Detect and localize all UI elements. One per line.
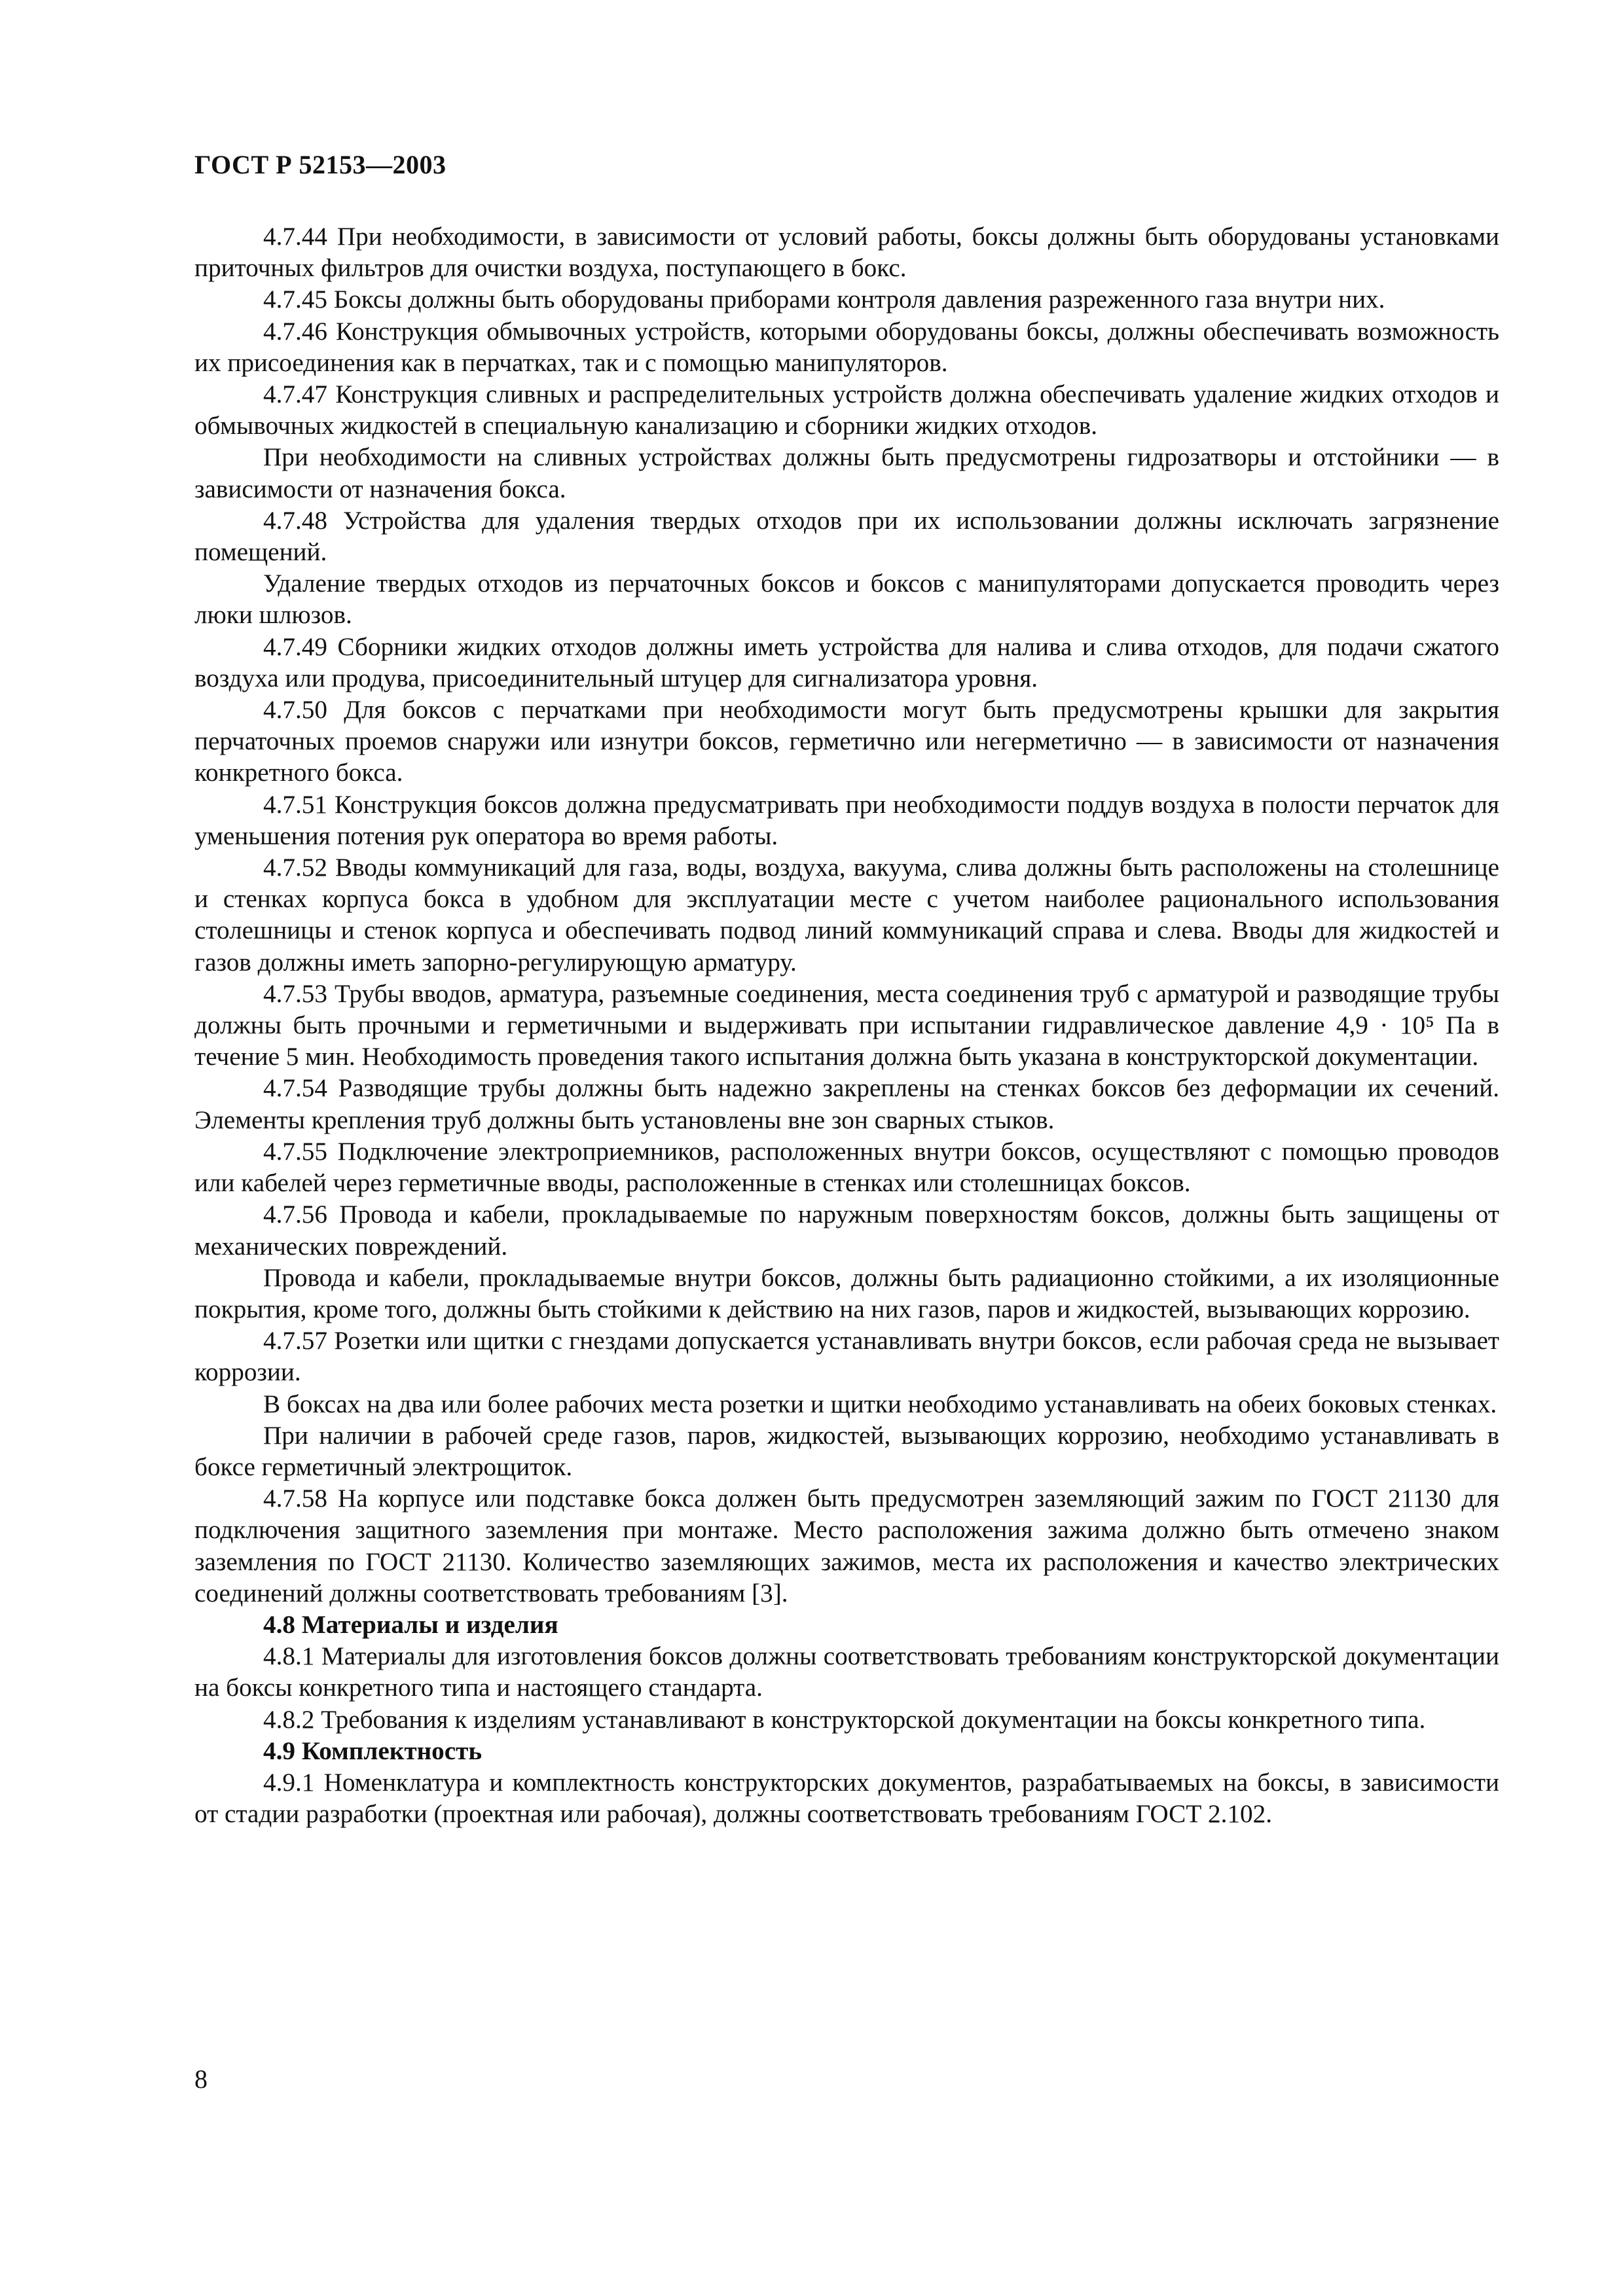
paragraph-4-7-44: 4.7.44 При необходимости, в зависимости от условий работы, боксы должны быть оборудованы установками приточных фильтров для очистки воздуха, поступающего в бокс. [194, 223, 1499, 283]
paragraph-4-7-54: 4.7.54 Разводящие трубы должны быть надежно закреплены на стенках боксов без деформации их сечений. Элементы крепления труб должны быть установлены вне зон сварных стыков. [194, 1074, 1499, 1134]
paragraph-4-7-57-continued-2: При наличии в рабочей среде газов, паров, жидкостей, вызывающих коррозию, необходимо устанавливать в боксе герметичный электрощиток. [194, 1421, 1499, 1481]
document-page [194, 149, 1499, 1830]
paragraph-4-7-55: 4.7.55 Подключение электроприемников, расположенных внутри боксов, осуществляют с помощью проводов или кабелей через герметичные вводы, расположенные в стенках или столешницах боксов. [194, 1137, 1499, 1198]
paragraph-4-9-1: 4.9.1 Номенклатура и комплектность конструкторских документов, разрабатываемых на боксы, в зависимости от стадии разработки (проектная или рабочая), должны соответствовать требованиям ГОСТ 2.102. [194, 1768, 1499, 1829]
section-heading-4-9: 4.9 Комплектность [263, 1736, 483, 1765]
section-heading-4-8: 4.8 Материалы и изделия [263, 1610, 558, 1639]
paragraph-4-7-47-continued: При необходимости на сливных устройствах должны быть предусмотрены гидрозатворы и отстойники — в зависимости от назначения бокса. [194, 443, 1499, 503]
paragraph-4-7-58: 4.7.58 На корпусе или подставке бокса должен быть предусмотрен заземляющий зажим по ГОСТ 21130 для подключения защитного заземления при монтаже. Место расположения зажима должно быть отмечено знаком заземления по ГОСТ 21130. Количество заземляющих зажимов, места их расположения и качество электрических соединений должны соответствовать требованиям [3]. [194, 1484, 1499, 1607]
paragraph-4-7-51: 4.7.51 Конструкция боксов должна предусматривать при необходимости поддув воздуха в полости перчаток для уменьшения потения рук оператора во время работы. [194, 790, 1499, 850]
paragraph-4-7-56: 4.7.56 Провода и кабели, прокладываемые по наружным поверхностям боксов, должны быть защищены от механических повреждений. [194, 1200, 1499, 1261]
paragraph-4-8-2: 4.8.2 Требования к изделиям устанавливают в конструкторской документации на боксы конкретного типа. [263, 1705, 1426, 1734]
paragraph-4-7-57: 4.7.57 Розетки или щитки с гнездами допускается устанавливать внутри боксов, если рабочая среда не вызывает коррозии. [194, 1327, 1499, 1387]
paragraph-4-7-53: 4.7.53 Трубы вводов, арматура, разъемные соединения, места соединения труб с арматурой и разводящие трубы должны быть прочными и герметичными и выдерживать при испытании гидравлическое давление 4,9 · 10⁵ Па в течение 5 мин. Необходимость проведения такого испытания должна быть указана в конструкторской документации. [194, 979, 1499, 1071]
document-header: ГОСТ Р 52153—2003 [194, 150, 447, 179]
paragraph-4-7-45: 4.7.45 Боксы должны быть оборудованы приборами контроля давления разреженного газа внутри них. [263, 285, 1385, 314]
paragraph-4-8-1: 4.8.1 Материалы для изготовления боксов должны соответствовать требованиям конструкторской документации на боксы конкретного типа и настоящего стандарта. [194, 1642, 1499, 1702]
page-number: 8 [194, 2064, 208, 2094]
paragraph-4-7-52: 4.7.52 Вводы коммуникаций для газа, воды, воздуха, вакуума, слива должны быть расположены на столешнице и стенках корпуса бокса в удобном для эксплуатации месте с учетом наиболее рационального использования столешницы и стенок корпуса и обеспечивать подвод линий коммуникаций справа и слева. Вводы для жидкостей и газов должны иметь запорно-регулирующую арматуру. [194, 853, 1499, 977]
paragraph-4-7-47: 4.7.47 Конструкция сливных и распределительных устройств должна обеспечивать удаление жидких отходов и обмывочных жидкостей в специальную канализацию и сборники жидких отходов. [194, 380, 1499, 440]
paragraph-4-7-50: 4.7.50 Для боксов с перчатками при необходимости могут быть предусмотрены крышки для закрытия перчаточных проемов снаружи или изнутри боксов, герметично или негерметично — в зависимости от назначения конкретного бокса. [194, 696, 1499, 787]
paragraph-4-7-48-continued: Удаление твердых отходов из перчаточных боксов и боксов с манипуляторами допускается проводить через люки шлюзов. [194, 569, 1499, 630]
paragraph-4-7-48: 4.7.48 Устройства для удаления твердых отходов при их использовании должны исключать загрязнение помещений. [194, 506, 1499, 567]
paragraph-4-7-56-continued: Провода и кабели, прокладываемые внутри боксов, должны быть радиационно стойкими, а их изоляционные покрытия, кроме того, должны быть стойкими к действию на них газов, паров и жидкостей, вызывающих коррозию. [194, 1263, 1499, 1323]
paragraph-4-7-57-continued-1: В боксах на два или более рабочих места розетки и щитки необходимо устанавливать на обеих боковых стенках. [263, 1390, 1497, 1418]
body-text [194, 221, 1499, 1830]
paragraph-4-7-49: 4.7.49 Сборники жидких отходов должны иметь устройства для налива и слива отходов, для подачи сжатого воздуха или продува, присоединительный штуцер для сигнализатора уровня. [194, 632, 1499, 692]
paragraph-4-7-46: 4.7.46 Конструкция обмывочных устройств, которыми оборудованы боксы, должны обеспечивать возможность их присоединения как в перчатках, так и с помощью манипуляторов. [194, 317, 1499, 377]
